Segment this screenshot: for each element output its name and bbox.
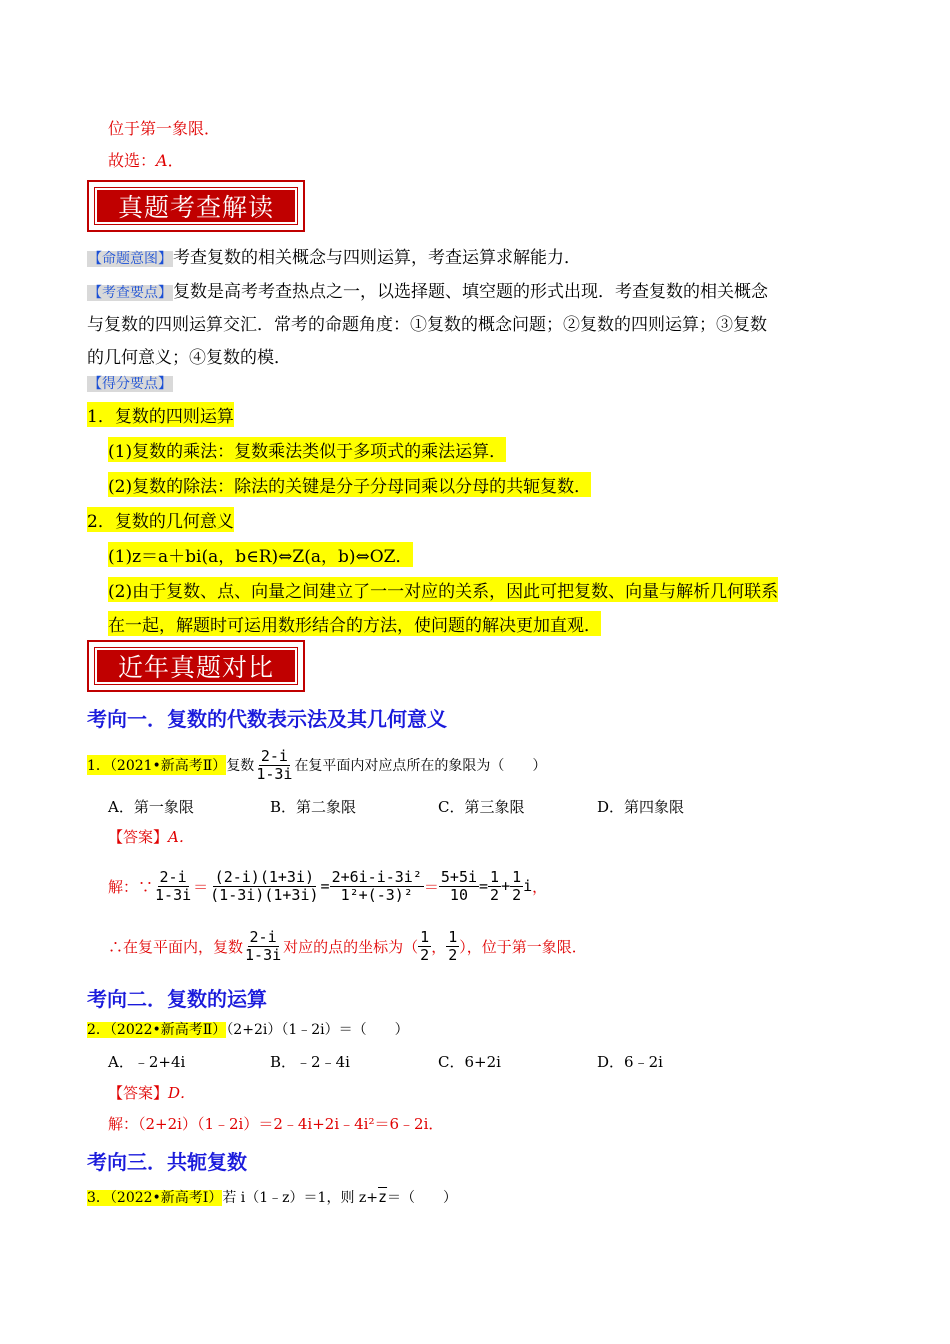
q2-option-c: C．6+2i xyxy=(438,1053,501,1071)
question-2: 2．（2022•新高考Ⅱ）（2+2i）（1﹣2i）＝（ ） xyxy=(87,1022,409,1038)
banner-title: 近年真题对比 xyxy=(117,653,274,682)
sol-fraction-half-1: $\frac{1}{2}$ xyxy=(490,867,500,904)
scoring-tag-line: 【得分要点】 xyxy=(88,376,172,392)
q1-option-c: C．第三象限 xyxy=(438,798,525,816)
scoring-section-1-title: 1．复数的四则运算 xyxy=(87,402,234,427)
q1-solution: 解：∵ $\frac{2-i}{1-3i}$ ＝ $\frac{(2-i)(1+3i)}{(1-3i)(1+3i)}$ = $\frac{\text{2+6i-i-3i²}}{\text{1²+(-3)²}}$ ＝ $\frac{5+5i}{10}$ = $\frac{1}{2}$ + $\frac{1}{2}$ i ， xyxy=(108,867,548,904)
scoring-2b-line-2: 在一起，解题时可运用数形结合的方法，使问题的解决更加直观． xyxy=(108,611,601,636)
q1-option-d: D．第四象限 xyxy=(597,798,685,816)
q1-option-a: A．第一象限 xyxy=(108,798,194,816)
sol-fraction-1: $\frac{2-i}{1-3i}$ xyxy=(155,867,192,904)
keypoints-line-1: 【考查要点】复数是高考考查热点之一，以选择题、填空题的形式出现．考查复数的相关概念 xyxy=(88,282,768,302)
sol-fraction-half-2: $\frac{1}{2}$ xyxy=(512,867,522,904)
continuation-line-2: 故选：A． xyxy=(108,151,184,170)
section-heading-1: 考向一．复数的代数表示法及其几何意义 xyxy=(87,707,447,731)
scoring-1a: (1)复数的乘法：复数乘法类似于多项式的乘法运算． xyxy=(108,437,506,462)
section-heading-3: 考向三．共轭复数 xyxy=(87,1150,247,1174)
q2-option-d: D．6﹣2i xyxy=(597,1053,663,1071)
scoring-2b-line-1: (2)由于复数、点、向量之间建立了一一对应的关系，因此可把复数、向量与解析几何联系 xyxy=(108,577,778,602)
keypoints-tag: 【考查要点】 xyxy=(88,285,172,301)
sol-fraction-3: $\frac{\text{2+6i-i-3i²}}{\text{1²+(-3)²}}$ xyxy=(331,867,422,904)
question-1: 1．（2021•新高考Ⅱ） 复数 $\frac{2-i}{1-3i}$ 在复平面内对应点所在的象限为（ ） xyxy=(87,746,547,783)
question-1-source-tag: 1．（2021•新高考Ⅱ） xyxy=(87,755,226,775)
z-conjugate: $\overline{z}$ xyxy=(378,1188,388,1206)
q2-option-a: A．﹣2+4i xyxy=(108,1053,186,1071)
intent-paragraph: 【命题意图】考查复数的相关概念与四则运算，考查运算求解能力． xyxy=(88,248,581,268)
keypoints-line-3: 的几何意义；④复数的模． xyxy=(87,348,291,368)
banner-title: 真题考查解读 xyxy=(117,193,274,222)
section-banner-recent-exams xyxy=(87,640,305,692)
sol-fraction-2: $\frac{(2-i)(1+3i)}{(1-3i)(1+3i)}$ xyxy=(210,867,319,904)
scoring-2a: (1)z＝a＋bi(a，b∈R)⇔Z(a，b)⇔OZ． xyxy=(108,542,413,567)
section-banner-exam-analysis xyxy=(87,180,305,232)
concl-fraction: $\frac{2-i}{1-3i}$ xyxy=(245,927,282,964)
section-heading-2: 考向二．复数的运算 xyxy=(87,987,267,1011)
scoring-section-2-title: 2．复数的几何意义 xyxy=(87,507,234,532)
question-3: 3．（2022•新高考Ⅰ）若 i（1﹣z）＝1，则 $z+\overline{z}=$（ ） xyxy=(87,1188,458,1206)
concl-coord-1: $\frac{1}{2}$ xyxy=(420,927,430,964)
q2-option-b: B．﹣2﹣4i xyxy=(270,1053,350,1071)
question-1-fraction: $\frac{2-i}{1-3i}$ xyxy=(256,746,293,783)
q1-option-b: B．第二象限 xyxy=(270,798,357,816)
sol-fraction-4: $\frac{5+5i}{10}$ xyxy=(440,867,478,904)
scoring-1b: (2)复数的除法：除法的关键是分子分母同乘以分母的共轭复数． xyxy=(108,472,591,497)
q2-answer: 【答案】D． xyxy=(108,1084,196,1102)
concl-coord-2: $\frac{1}{2}$ xyxy=(448,927,458,964)
q1-conclusion: ∴在复平面内，复数 $\frac{2-i}{1-3i}$ 对应的点的坐标为（ $\frac{1}{2}$ ， $\frac{1}{2}$ ），位于第一象限． xyxy=(108,927,587,964)
keypoints-line-2: 与复数的四则运算交汇．常考的命题角度：①复数的概念问题；②复数的四则运算；③复数 xyxy=(87,315,767,335)
question-2-source-tag: 2．（2022•新高考Ⅱ） xyxy=(87,1022,227,1038)
continuation-line-1: 位于第一象限． xyxy=(108,119,221,138)
intent-tag: 【命题意图】 xyxy=(88,251,172,267)
q2-solution: 解：（2+2i）（1﹣2i）＝2﹣4i+2i﹣4i²＝6﹣2i． xyxy=(108,1115,444,1133)
question-3-source-tag: 3．（2022•新高考Ⅰ） xyxy=(87,1190,223,1206)
q1-answer: 【答案】A． xyxy=(108,828,194,846)
